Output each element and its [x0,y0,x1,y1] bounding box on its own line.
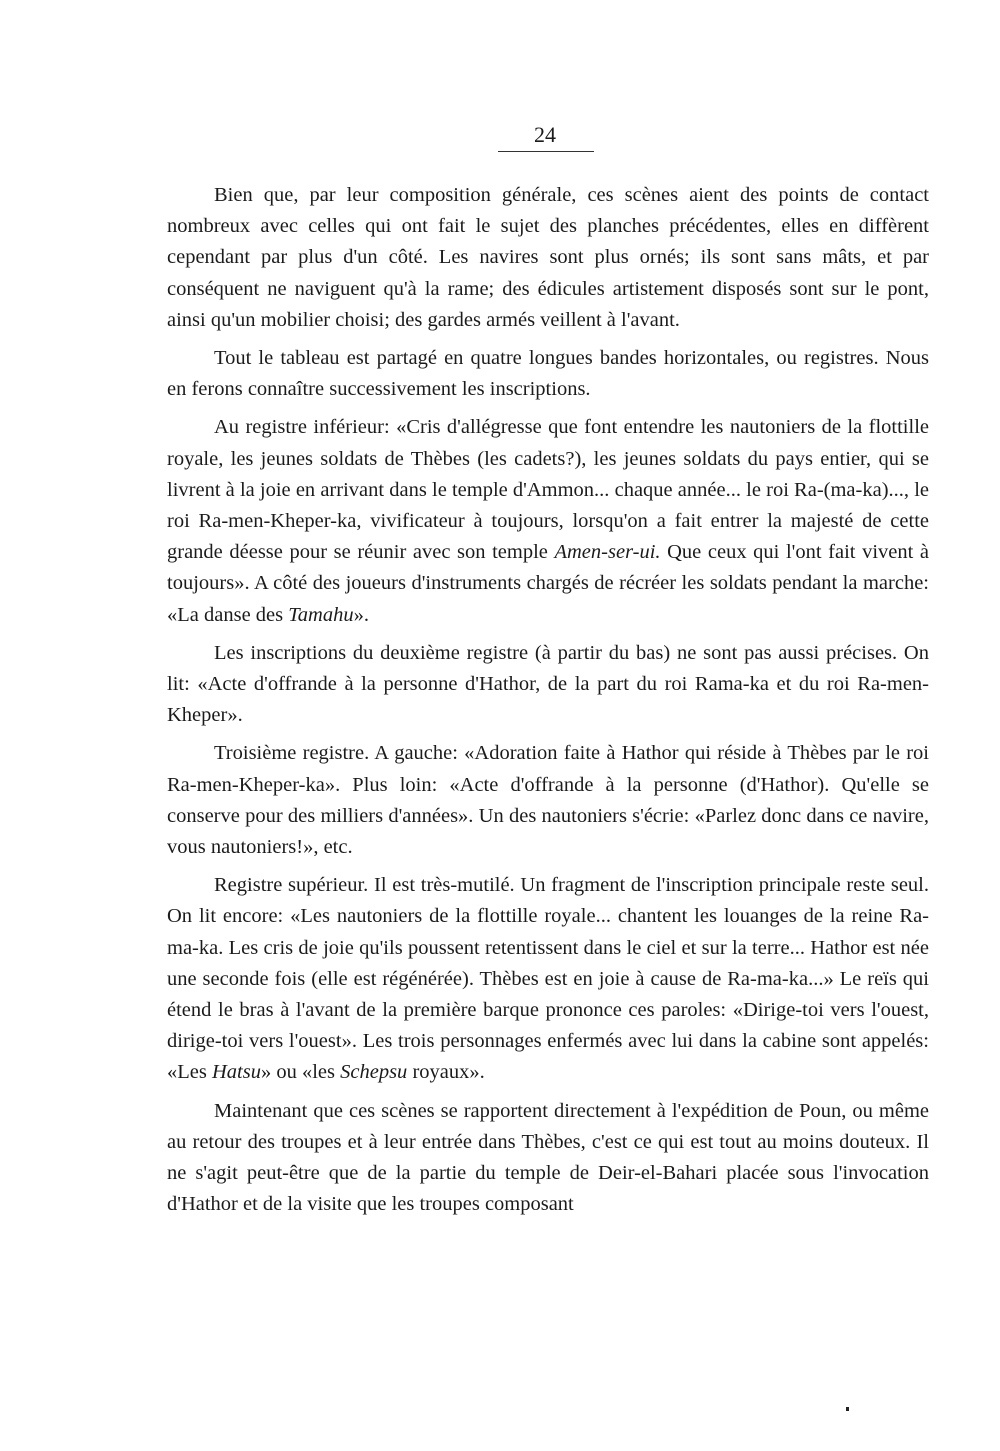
paragraph-6-italic-schepsu: Schepsu [340,1061,408,1084]
paragraph-3-italic-tamahu: Tamahu [288,603,354,626]
paragraph-1: Bien que, par leur composition générale, ces scènes aient des points de contact nombreux avec celles qui ont fait le sujet des planches précédentes, elles en diffèrent cependant par plus d'un côté. Les navires sont plus ornés; ils sont sans mâts, et par conséquent ne naviguent qu'à la rame; des édicules artistement disposés sont sur le pont, ainsi qu'un mobilier choisi; des gardes armés veillent à l'avant. [167,184,929,331]
paragraph-4: Les inscriptions du deuxième registre (à partir du bas) ne sont pas aussi précises. On lit: «Acte d'offrande à la personne d'Hathor, de la part du roi Rama-ka et du roi Ra-men-Kheper». [167,641,929,727]
ink-speck [846,1407,849,1411]
paragraph-2: Tout le tableau est partagé en quatre longues bandes horizontales, ou registres. Nous en ferons connaître successivement les inscriptions. [167,347,929,401]
paragraph-7: Maintenant que ces scènes se rapportent directement à l'expédition de Poun, ou même au retour des troupes et à leur entrée dans Thèbes, c'est ce qui est tout au moins douteux. Il ne s'agit peut-être que de la partie du temple de Deir-el-Bahari placée sous l'invocation d'Hathor et de la visite que les troupes composant [167,1099,929,1216]
paragraph-3-italic-amen-ser-ui: Amen-ser-ui. [554,541,661,564]
paragraph-6-text-c: royaux». [407,1061,485,1084]
paragraph-3 [167,412,929,630]
paragraph-6-text-a: Registre supérieur. Il est très-mutilé. Un fragment de l'inscription principale reste seul. On lit encore: «Les nautoniers de la flottille royale... chantent les louanges de la reine Ra-ma-ka. Les cris de joie qu'ils poussent retentissent dans le ciel et sur la terre... Hathor est née une seconde fois (elle est régénérée). Thèbes est en joie à cause de Ra-ma-ka...» Le reïs qui étend le bras à l'avant de la première barque prononce ces paroles: «Dirige-toi vers l'ouest, dirige-toi vers l'ouest». Les trois personnages enfermés avec lui dans la cabine sont appelés: «Les [167,874,929,1084]
paragraph-6 [167,870,929,1088]
paragraph-3-text-c: ». [353,603,369,626]
paragraph-6-text-b: » ou «les [260,1061,341,1084]
page-number: 24 [534,122,556,147]
paragraph-3-text-a: Au registre inférieur: «Cris d'allégresse que font entendre les nautoniers de la flottille royale, les jeunes soldats de Thèbes (les cadets?), les jeunes soldats du pays entier, qui se livrent à la joie en arrivant dans le temple d'Ammon... chaque année... le roi Ra-(ma-ka)..., le roi Ra-men-Kheper-ka, vivificateur à toujours, lorsqu'on a fait entrer la majesté de cette grande déesse pour se réunir avec son temple [167,416,929,564]
paragraph-3-text-b: Que ceux qui l'ont fait vivent à toujours». A côté des joueurs d'instruments chargés de récréer les soldats pendant la marche: «La danse des [167,541,930,626]
page-number-rule [498,151,594,152]
paragraph-5: Troisième registre. A gauche: «Adoration faite à Hathor qui réside à Thèbes par le roi Ra-men-Kheper-ka». Plus loin: «Acte d'offrande à la personne (d'Hathor). Qu'elle se conserve pour des milliers d'années». Un des nautoniers s'écrie: «Parlez donc dans ce navire, vous nautoniers!», etc. [167,742,929,859]
body-text [167,180,929,1228]
paragraph-6-italic-hatsu: Hatsu [211,1061,261,1084]
